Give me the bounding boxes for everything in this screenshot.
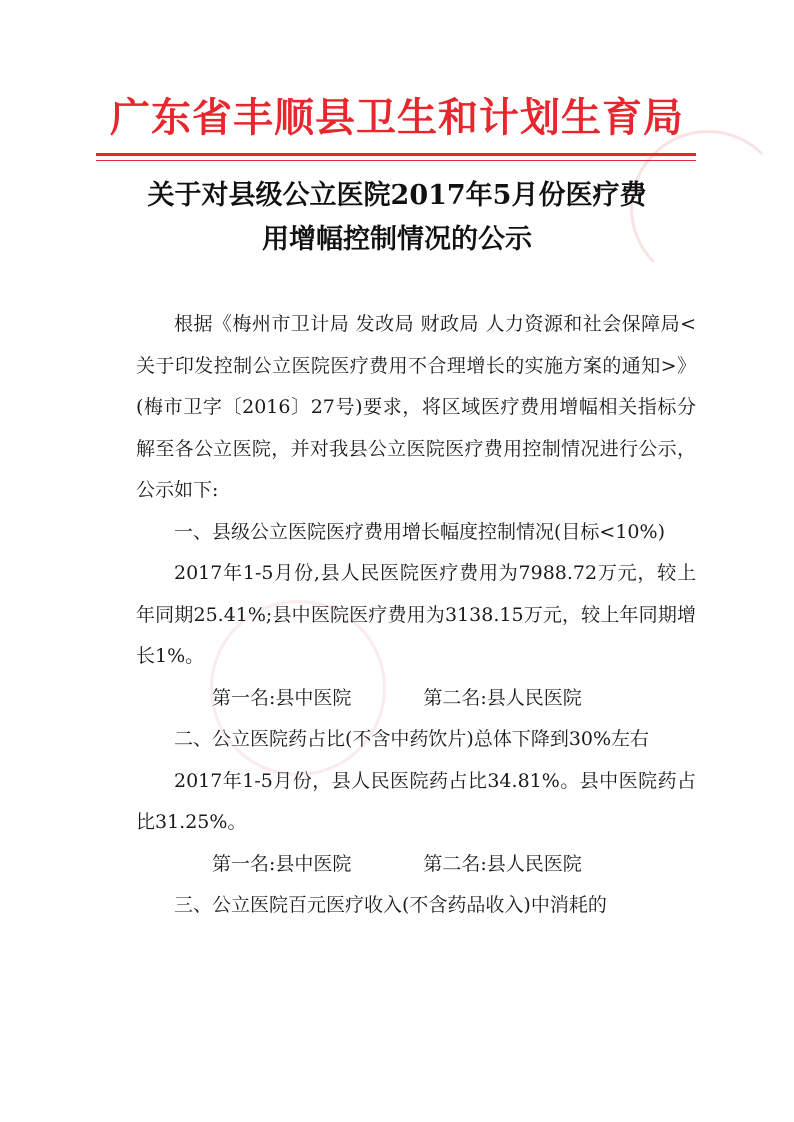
section-1-content: 2017年1-5月份,县人民医院医疗费用为7988.72万元，较上年同期25.41%;县中医院医疗费用为3138.15万元，较上年同期增长1%。 <box>136 562 696 667</box>
section-1-ranking <box>136 678 696 720</box>
rank-second: 第二名:县人民医院 <box>423 852 582 875</box>
document-title-line-2: 用增幅控制情况的公示 <box>262 224 532 255</box>
section-2-content: 2017年1-5月份，县人民医院药占比34.81%。县中医院药占比31.25%。 <box>136 769 696 833</box>
section-2-heading: 二、公立医院药占比(不含中药饮片)总体下降到30%左右 <box>174 728 650 750</box>
document-body <box>136 304 696 927</box>
rank-first: 第一名:县中医院 <box>212 852 352 875</box>
letterhead-red-rule-thin <box>96 160 696 161</box>
letterhead-agency-name: 广东省丰顺县卫生和计划生育局 <box>110 94 684 141</box>
section-2-ranking <box>136 844 696 886</box>
document-title <box>60 174 734 262</box>
rank-first: 第一名:县中医院 <box>212 686 352 709</box>
section-1-heading: 一、县级公立医院医疗费用增长幅度控制情况(目标<10%) <box>174 520 665 543</box>
rank-second: 第二名:县人民医院 <box>423 686 582 709</box>
section-3-heading: 三、公立医院百元医疗收入(不含药品收入)中消耗的 <box>174 894 607 916</box>
intro-paragraph: 根据《梅州市卫计局 发改局 财政局 人力资源和社会保障局<关于印发控制公立医院医疗费用不合理增长的实施方案的通知>》(梅市卫字〔2016〕27号)要求，将区域医疗费用增幅相关指标分解至各公立医院，并对我县公立医院医疗费用控制情况进行公示，公示如下: <box>136 313 696 501</box>
document-title-line-1: 关于对县级公立医院2017年5月份医疗费 <box>147 180 647 211</box>
letterhead-red-rule <box>96 153 696 156</box>
